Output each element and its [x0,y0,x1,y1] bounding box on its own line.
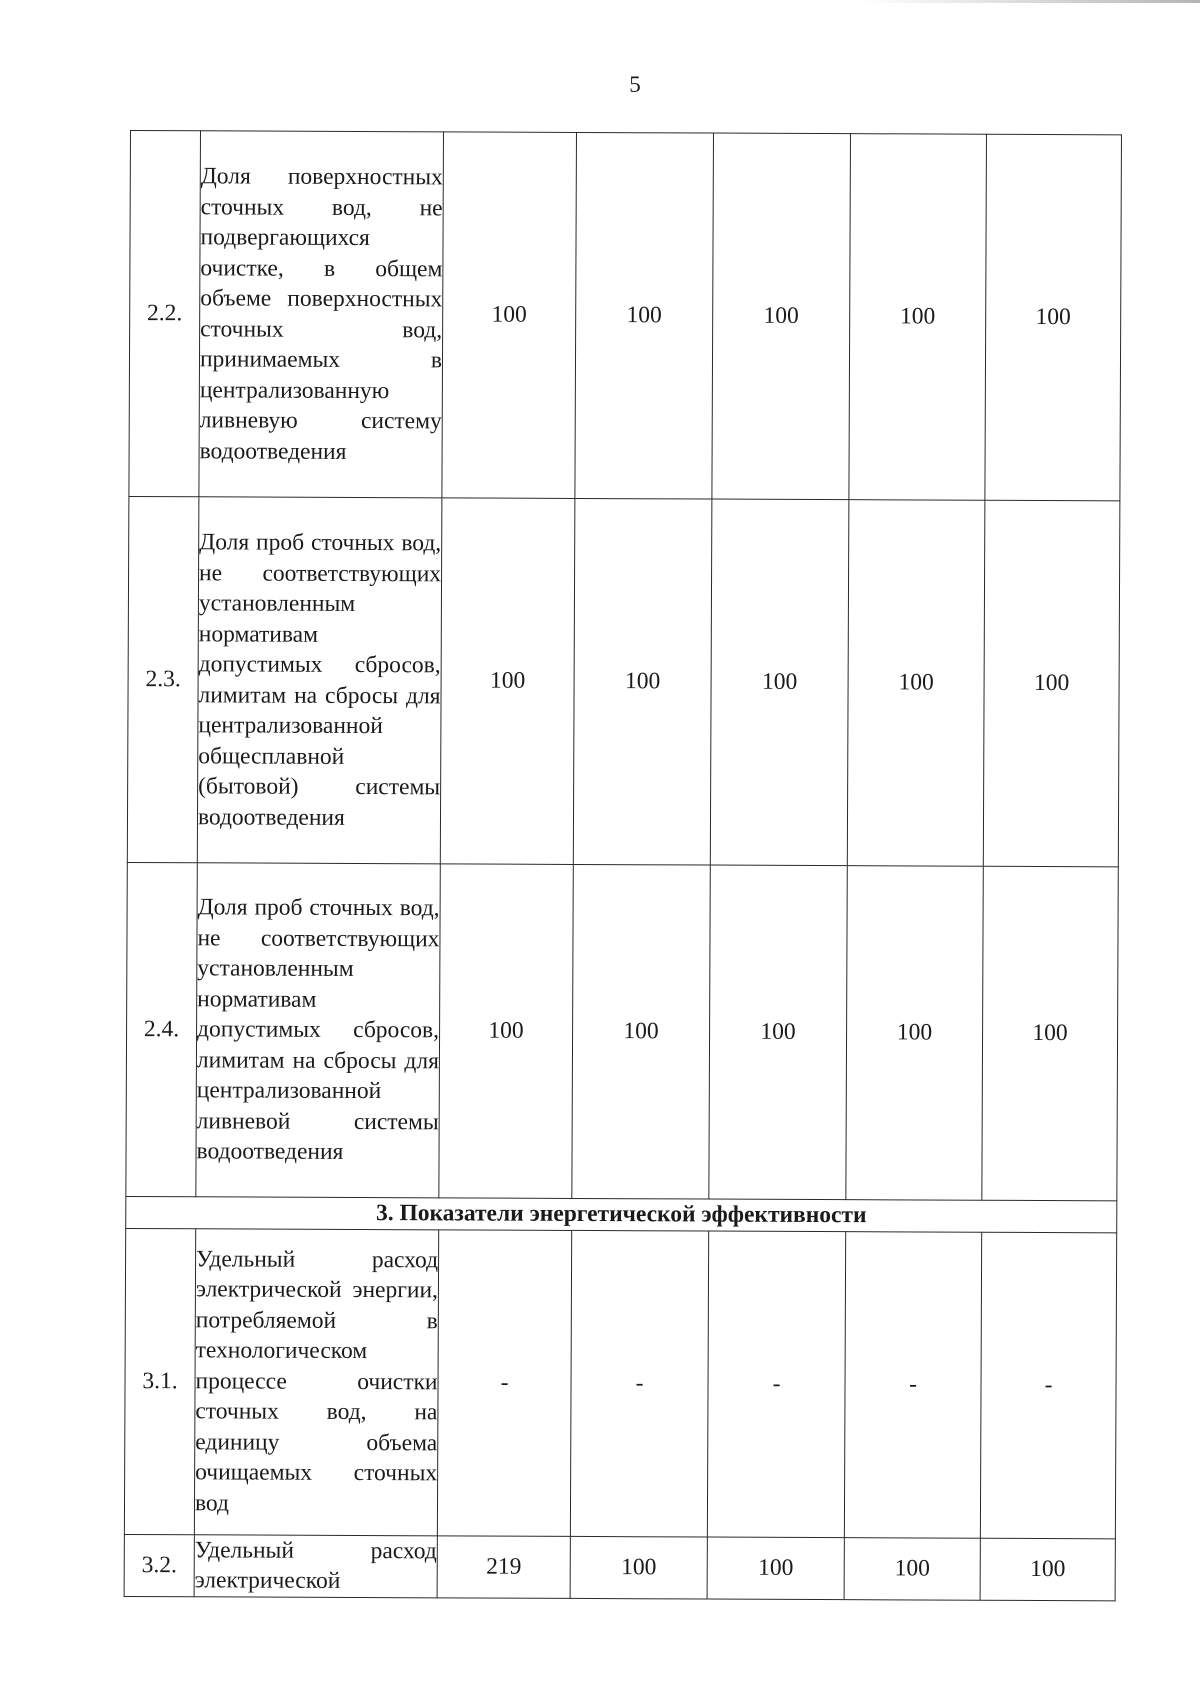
value-cell: 100 [570,1536,707,1599]
value-cell: 100 [575,132,714,499]
value-cell: 100 [710,499,849,866]
value-cell: - [980,1232,1116,1539]
section-title: 3. Показатели энергетической эффективности [126,1196,1117,1232]
table-row [129,131,1122,501]
indicators-table [124,130,1122,1601]
value-cell: - [437,1229,571,1536]
page-number: 5 [629,72,641,97]
value-cell: 100 [573,498,712,865]
row-number: 2.4. [126,862,197,1196]
value-cell: 100 [983,500,1120,867]
indicator-name: Доля проб сточных вод, не соответствующих установленным нормативам допустимых сбросов, лимитам на сбросы для централизованной ливневой системы водоотведения [196,863,440,1198]
value-cell: 100 [442,132,577,499]
value-cell: 100 [440,498,575,865]
value-cell: 100 [707,1537,844,1600]
value-cell: 100 [439,864,573,1199]
value-cell: 100 [847,500,985,867]
row-number: 3.1. [124,1228,195,1534]
section-header-row [126,1196,1117,1232]
value-cell: 100 [709,865,847,1200]
table-row [127,496,1120,866]
value-cell: 219 [437,1535,570,1598]
table-row [126,862,1118,1200]
value-cell: 100 [849,134,987,501]
indicator-name: Доля поверхностных сточных вод, не подвергающихся очистке, в общем объеме поверхностных сточных вод, принимаемых в централизованную ливневую систему водоотведения [199,131,444,498]
row-number: 2.3. [127,496,199,862]
value-cell: 100 [846,866,983,1201]
value-cell: 100 [572,864,710,1199]
table-row [124,1228,1116,1538]
value-cell: 100 [712,133,851,500]
value-cell: 100 [982,866,1118,1201]
value-cell: 100 [985,134,1122,501]
scan-edge-mark [860,0,1200,3]
indicator-name: Удельный расход электрической [194,1534,437,1597]
table-row [124,1534,1115,1600]
value-cell: - [707,1231,845,1538]
indicator-name: Доля проб сточных вод, не соответствующих установленным нормативам допустимых сбросов, лимитам на сбросы для централизованной общесплавной (бытовой) системы водоотведения [197,497,442,864]
value-cell: 100 [980,1538,1115,1601]
row-number: 3.2. [124,1534,194,1596]
value-cell: - [570,1230,708,1537]
indicator-name: Удельный расход электрической энергии, потребляемой в технологическом процессе очистки сточных вод, на единицу объема очищаемых сточных вод [194,1228,438,1535]
row-number: 2.2. [129,131,201,497]
value-cell: - [844,1231,981,1538]
value-cell: 100 [844,1537,980,1600]
